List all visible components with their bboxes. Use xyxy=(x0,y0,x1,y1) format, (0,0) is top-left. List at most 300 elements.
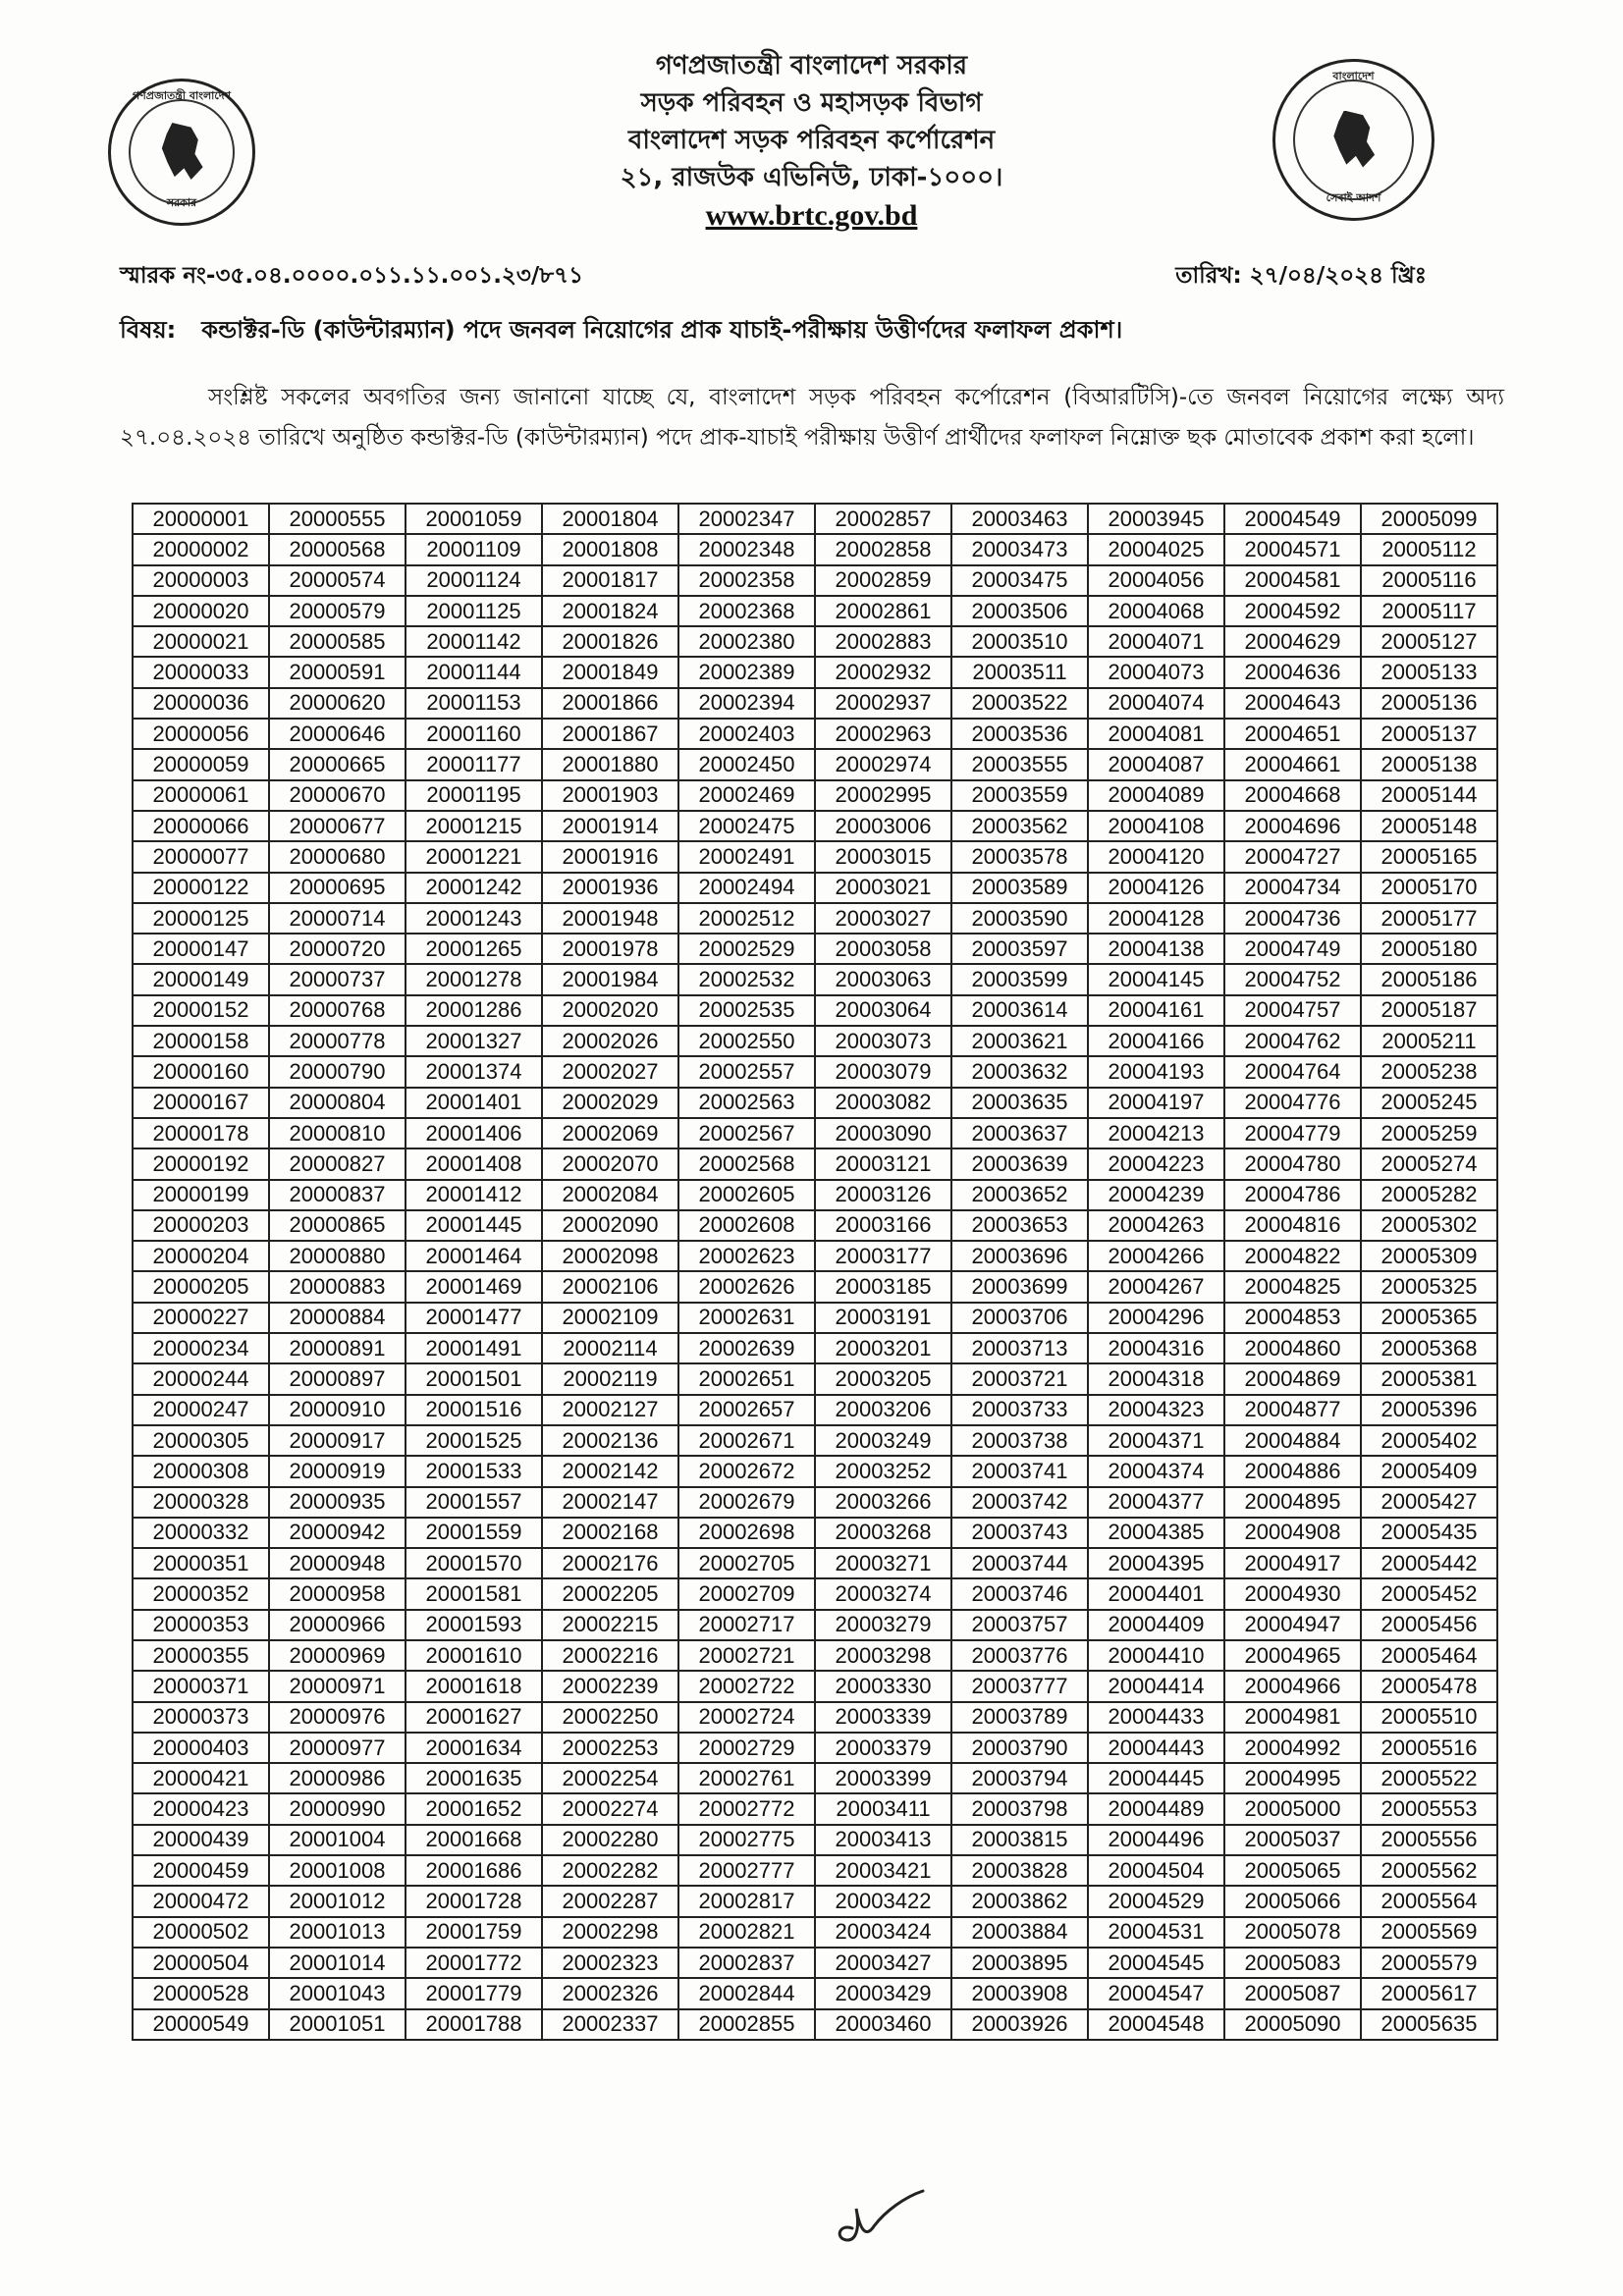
roll-number-cell: 20004736 xyxy=(1224,903,1361,934)
roll-number-cell: 20004869 xyxy=(1224,1363,1361,1394)
roll-number-cell: 20004592 xyxy=(1224,596,1361,626)
header-division: সড়ক পরিবহন ও মহাসড়ক বিভাগ xyxy=(640,88,983,118)
roll-number-cell: 20000680 xyxy=(269,841,406,872)
roll-number-cell: 20004073 xyxy=(1088,657,1224,687)
roll-number-cell: 20001804 xyxy=(542,504,678,534)
roll-number-cell: 20005238 xyxy=(1361,1056,1497,1087)
roll-number-cell: 20000804 xyxy=(269,1088,406,1118)
table-row xyxy=(133,1763,1497,1793)
roll-number-cell: 20003757 xyxy=(951,1610,1088,1640)
roll-number-cell: 20003798 xyxy=(951,1793,1088,1824)
table-row xyxy=(133,1026,1497,1056)
roll-number-cell: 20000149 xyxy=(133,964,269,994)
roll-number-cell: 20004529 xyxy=(1088,1886,1224,1916)
roll-number-cell: 20004822 xyxy=(1224,1241,1361,1271)
roll-number-cell: 20000910 xyxy=(269,1395,406,1425)
roll-number-cell: 20000158 xyxy=(133,1026,269,1056)
roll-number-cell: 20000827 xyxy=(269,1148,406,1179)
roll-number-cell: 20004239 xyxy=(1088,1180,1224,1210)
roll-number-cell: 20003536 xyxy=(951,719,1088,749)
roll-number-cell: 20000059 xyxy=(133,749,269,779)
table-row xyxy=(133,1271,1497,1302)
roll-number-cell: 20001610 xyxy=(406,1640,542,1671)
roll-number-cell: 20003298 xyxy=(815,1640,951,1671)
roll-number-cell: 20003082 xyxy=(815,1088,951,1118)
roll-number-cell: 20000579 xyxy=(269,596,406,626)
roll-number-cell: 20004930 xyxy=(1224,1578,1361,1609)
roll-number-cell: 20001581 xyxy=(406,1578,542,1609)
roll-number-cell: 20005381 xyxy=(1361,1363,1497,1394)
roll-number-cell: 20000837 xyxy=(269,1180,406,1210)
roll-number-cell: 20003121 xyxy=(815,1148,951,1179)
roll-number-cell: 20004323 xyxy=(1088,1395,1224,1425)
roll-number-cell: 20002348 xyxy=(678,534,815,564)
roll-number-cell: 20000948 xyxy=(269,1548,406,1578)
roll-number-cell: 20000880 xyxy=(269,1241,406,1271)
roll-number-cell: 20003522 xyxy=(951,688,1088,719)
roll-number-cell: 20004966 xyxy=(1224,1671,1361,1701)
roll-number-cell: 20002861 xyxy=(815,596,951,626)
roll-number-cell: 20005325 xyxy=(1361,1271,1497,1302)
roll-number-cell: 20001903 xyxy=(542,780,678,811)
roll-number-cell: 20005177 xyxy=(1361,903,1497,934)
table-row xyxy=(133,1948,1497,1978)
roll-number-cell: 20003741 xyxy=(951,1456,1088,1486)
roll-number-cell: 20004545 xyxy=(1088,1948,1224,1978)
roll-number-cell: 20001618 xyxy=(406,1671,542,1701)
roll-number-cell: 20005136 xyxy=(1361,688,1497,719)
roll-number-cell: 20000646 xyxy=(269,719,406,749)
roll-number-cell: 20000670 xyxy=(269,780,406,811)
roll-number-cell: 20004853 xyxy=(1224,1303,1361,1333)
table-row xyxy=(133,1241,1497,1271)
roll-number-cell: 20000969 xyxy=(269,1640,406,1671)
roll-number-cell: 20002679 xyxy=(678,1487,815,1518)
table-row xyxy=(133,1671,1497,1701)
roll-number-cell: 20000352 xyxy=(133,1578,269,1609)
roll-number-cell: 20001124 xyxy=(406,565,542,596)
table-row xyxy=(133,1793,1497,1824)
roll-number-cell: 20001477 xyxy=(406,1303,542,1333)
roll-number-cell: 20000353 xyxy=(133,1610,269,1640)
roll-number-cell: 20003185 xyxy=(815,1271,951,1302)
roll-number-cell: 20000033 xyxy=(133,657,269,687)
roll-number-cell: 20001265 xyxy=(406,934,542,964)
roll-number-cell: 20000971 xyxy=(269,1671,406,1701)
roll-number-cell: 20003635 xyxy=(951,1088,1088,1118)
roll-number-cell: 20001936 xyxy=(542,873,678,903)
roll-number-cell: 20003268 xyxy=(815,1518,951,1548)
roll-number-cell: 20004504 xyxy=(1088,1855,1224,1886)
roll-number-cell: 20001177 xyxy=(406,749,542,779)
roll-number-cell: 20002403 xyxy=(678,719,815,749)
roll-number-cell: 20005562 xyxy=(1361,1855,1497,1886)
roll-number-cell: 20001012 xyxy=(269,1886,406,1916)
roll-number-cell: 20004445 xyxy=(1088,1763,1224,1793)
roll-number-cell: 20002368 xyxy=(678,596,815,626)
roll-number-cell: 20002698 xyxy=(678,1518,815,1548)
roll-number-cell: 20005464 xyxy=(1361,1640,1497,1671)
roll-number-cell: 20003652 xyxy=(951,1180,1088,1210)
roll-number-cell: 20005510 xyxy=(1361,1702,1497,1733)
roll-number-cell: 20001195 xyxy=(406,780,542,811)
roll-number-cell: 20000204 xyxy=(133,1241,269,1271)
roll-number-cell: 20003555 xyxy=(951,749,1088,779)
roll-number-cell: 20004531 xyxy=(1088,1917,1224,1948)
roll-number-cell: 20000355 xyxy=(133,1640,269,1671)
roll-number-cell: 20004548 xyxy=(1088,2009,1224,2040)
roll-number-cell: 20005187 xyxy=(1361,995,1497,1026)
roll-number-cell: 20004886 xyxy=(1224,1456,1361,1486)
roll-number-cell: 20005365 xyxy=(1361,1303,1497,1333)
roll-number-cell: 20004727 xyxy=(1224,841,1361,872)
roll-number-cell: 20003411 xyxy=(815,1793,951,1824)
roll-number-cell: 20000865 xyxy=(269,1210,406,1241)
roll-number-cell: 20000917 xyxy=(269,1425,406,1456)
roll-number-cell: 20003510 xyxy=(951,626,1088,657)
roll-number-cell: 20000192 xyxy=(133,1148,269,1179)
roll-number-cell: 20000328 xyxy=(133,1487,269,1518)
roll-number-cell: 20003945 xyxy=(1088,504,1224,534)
roll-number-cell: 20003653 xyxy=(951,1210,1088,1241)
roll-number-cell: 20001014 xyxy=(269,1948,406,1978)
roll-number-cell: 20002298 xyxy=(542,1917,678,1948)
roll-number-cell: 20001445 xyxy=(406,1210,542,1241)
roll-number-cell: 20001533 xyxy=(406,1456,542,1486)
roll-number-cell: 20001464 xyxy=(406,1241,542,1271)
roll-number-cell: 20002605 xyxy=(678,1180,815,1210)
roll-number-cell: 20003006 xyxy=(815,811,951,841)
roll-number-cell: 20003201 xyxy=(815,1333,951,1363)
roll-number-cell: 20004780 xyxy=(1224,1148,1361,1179)
roll-number-cell: 20004266 xyxy=(1088,1241,1224,1271)
roll-number-cell: 20004138 xyxy=(1088,934,1224,964)
roll-number-cell: 20002394 xyxy=(678,688,815,719)
header-website-link[interactable]: www.brtc.gov.bd xyxy=(705,199,918,232)
roll-number-cell: 20002772 xyxy=(678,1793,815,1824)
roll-number-cell: 20004223 xyxy=(1088,1148,1224,1179)
roll-number-cell: 20004068 xyxy=(1088,596,1224,626)
roll-number-cell: 20000122 xyxy=(133,873,269,903)
roll-number-cell: 20004877 xyxy=(1224,1395,1361,1425)
roll-number-cell: 20002729 xyxy=(678,1733,815,1763)
roll-number-cell: 20001808 xyxy=(542,534,678,564)
roll-number-cell: 20002239 xyxy=(542,1671,678,1701)
roll-number-cell: 20000403 xyxy=(133,1733,269,1763)
roll-number-cell: 20000549 xyxy=(133,2009,269,2040)
roll-number-cell: 20004981 xyxy=(1224,1702,1361,1733)
seal-top-text: গণপ্রজাতন্ত্রী বাংলাদেশ xyxy=(132,89,232,102)
roll-number-cell: 20003746 xyxy=(951,1578,1088,1609)
roll-number-cell: 20004779 xyxy=(1224,1118,1361,1148)
roll-number-cell: 20002098 xyxy=(542,1241,678,1271)
roll-number-cell: 20001914 xyxy=(542,811,678,841)
roll-number-cell: 20005522 xyxy=(1361,1763,1497,1793)
roll-number-cell: 20000066 xyxy=(133,811,269,841)
roll-number-cell: 20000203 xyxy=(133,1210,269,1241)
roll-number-cell: 20000720 xyxy=(269,934,406,964)
letterhead xyxy=(0,47,1623,236)
roll-number-cell: 20002626 xyxy=(678,1271,815,1302)
roll-number-cell: 20002282 xyxy=(542,1855,678,1886)
roll-number-cell: 20002937 xyxy=(815,688,951,719)
roll-number-cell: 20003064 xyxy=(815,995,951,1026)
roll-number-cell: 20005245 xyxy=(1361,1088,1497,1118)
roll-number-cell: 20005516 xyxy=(1361,1733,1497,1763)
roll-number-cell: 20004884 xyxy=(1224,1425,1361,1456)
roll-number-cell: 20004636 xyxy=(1224,657,1361,687)
roll-number-cell: 20001635 xyxy=(406,1763,542,1793)
signature-mark xyxy=(815,2169,933,2248)
roll-number-cell: 20001401 xyxy=(406,1088,542,1118)
roll-number-cell: 20002639 xyxy=(678,1333,815,1363)
roll-number-cell: 20004374 xyxy=(1088,1456,1224,1486)
seal-bottom-text: সরকার xyxy=(166,196,197,209)
roll-number-cell: 20001593 xyxy=(406,1610,542,1640)
roll-number-cell: 20000986 xyxy=(269,1763,406,1793)
roll-number-cell: 20001559 xyxy=(406,1518,542,1548)
roll-number-cell: 20002119 xyxy=(542,1363,678,1394)
roll-number-cell: 20003895 xyxy=(951,1948,1088,1978)
roll-number-cell: 20000439 xyxy=(133,1825,269,1855)
table-row xyxy=(133,1180,1497,1210)
roll-number-cell: 20004318 xyxy=(1088,1363,1224,1394)
roll-number-cell: 20003463 xyxy=(951,504,1088,534)
roll-number-cell: 20005148 xyxy=(1361,811,1497,841)
roll-number-cell: 20003279 xyxy=(815,1610,951,1640)
roll-number-cell: 20003926 xyxy=(951,2009,1088,2040)
roll-number-cell: 20004074 xyxy=(1088,688,1224,719)
roll-number-cell: 20003379 xyxy=(815,1733,951,1763)
roll-number-cell: 20000778 xyxy=(269,1026,406,1056)
roll-number-cell: 20000677 xyxy=(269,811,406,841)
roll-number-cell: 20005133 xyxy=(1361,657,1497,687)
table-row xyxy=(133,1363,1497,1394)
roll-number-cell: 20000790 xyxy=(269,1056,406,1087)
seal-top-text: বাংলাদেশ xyxy=(1332,70,1375,82)
roll-number-cell: 20000574 xyxy=(269,565,406,596)
table-row xyxy=(133,1210,1497,1241)
roll-number-cell: 20001880 xyxy=(542,749,678,779)
roll-number-cell: 20000884 xyxy=(269,1303,406,1333)
roll-number-cell: 20005368 xyxy=(1361,1333,1497,1363)
roll-number-cell: 20003330 xyxy=(815,1671,951,1701)
roll-number-cell: 20001125 xyxy=(406,596,542,626)
roll-number-cell: 20001412 xyxy=(406,1180,542,1210)
roll-number-cell: 20003776 xyxy=(951,1640,1088,1671)
roll-number-cell: 20003422 xyxy=(815,1886,951,1916)
roll-number-cell: 20004547 xyxy=(1088,1978,1224,2008)
roll-number-cell: 20005282 xyxy=(1361,1180,1497,1210)
table-row xyxy=(133,1456,1497,1486)
roll-number-cell: 20002563 xyxy=(678,1088,815,1118)
table-row xyxy=(133,657,1497,687)
subject-label: বিষয়: xyxy=(120,316,177,344)
roll-number-cell: 20003079 xyxy=(815,1056,951,1087)
roll-number-cell: 20003562 xyxy=(951,811,1088,841)
roll-number-cell: 20001516 xyxy=(406,1395,542,1425)
roll-number-cell: 20002775 xyxy=(678,1825,815,1855)
roll-number-cell: 20002724 xyxy=(678,1702,815,1733)
roll-number-cell: 20001374 xyxy=(406,1056,542,1087)
table-row xyxy=(133,1640,1497,1671)
roll-number-cell: 20001652 xyxy=(406,1793,542,1824)
roll-number-cell: 20000695 xyxy=(269,873,406,903)
roll-number-cell: 20003413 xyxy=(815,1825,951,1855)
roll-number-cell: 20001243 xyxy=(406,903,542,934)
roll-number-cell: 20004696 xyxy=(1224,811,1361,841)
table-row xyxy=(133,1333,1497,1363)
roll-number-cell: 20000665 xyxy=(269,749,406,779)
table-row xyxy=(133,1088,1497,1118)
roll-number-cell: 20002287 xyxy=(542,1886,678,1916)
roll-number-cell: 20004908 xyxy=(1224,1518,1361,1548)
table-row xyxy=(133,1825,1497,1855)
roll-number-cell: 20004410 xyxy=(1088,1640,1224,1671)
roll-number-cell: 20002550 xyxy=(678,1026,815,1056)
roll-number-cell: 20002567 xyxy=(678,1118,815,1148)
roll-number-cell: 20002512 xyxy=(678,903,815,934)
roll-number-cell: 20005066 xyxy=(1224,1886,1361,1916)
roll-number-cell: 20000167 xyxy=(133,1088,269,1118)
roll-number-cell: 20001849 xyxy=(542,657,678,687)
roll-number-cell: 20001817 xyxy=(542,565,678,596)
roll-number-cell: 20001004 xyxy=(269,1825,406,1855)
roll-number-cell: 20002136 xyxy=(542,1425,678,1456)
roll-number-cell: 20001867 xyxy=(542,719,678,749)
roll-number-cell: 20002450 xyxy=(678,749,815,779)
roll-number-cell: 20005211 xyxy=(1361,1026,1497,1056)
roll-number-cell: 20002323 xyxy=(542,1948,678,1978)
roll-number-cell: 20002709 xyxy=(678,1578,815,1609)
roll-number-cell: 20004108 xyxy=(1088,811,1224,841)
table-row xyxy=(133,565,1497,596)
roll-number-cell: 20000332 xyxy=(133,1518,269,1548)
roll-number-cell: 20003738 xyxy=(951,1425,1088,1456)
roll-number-cell: 20001242 xyxy=(406,873,542,903)
roll-number-cell: 20004128 xyxy=(1088,903,1224,934)
table-row xyxy=(133,1425,1497,1456)
roll-number-cell: 20002883 xyxy=(815,626,951,657)
roll-number-cell: 20003339 xyxy=(815,1702,951,1733)
roll-number-cell: 20005180 xyxy=(1361,934,1497,964)
roll-number-cell: 20000568 xyxy=(269,534,406,564)
roll-number-cell: 20002090 xyxy=(542,1210,678,1241)
roll-number-cell: 20004414 xyxy=(1088,1671,1224,1701)
roll-number-cell: 20002651 xyxy=(678,1363,815,1394)
roll-number-cell: 20005000 xyxy=(1224,1793,1361,1824)
roll-number-cell: 20000351 xyxy=(133,1548,269,1578)
header-organization: বাংলাদেশ সড়ক পরিবহন কর্পোরেশন xyxy=(627,126,996,155)
roll-number-cell: 20000891 xyxy=(269,1333,406,1363)
roll-number-cell: 20000020 xyxy=(133,596,269,626)
roll-number-cell: 20000585 xyxy=(269,626,406,657)
roll-number-cell: 20002844 xyxy=(678,1978,815,2008)
roll-number-cell: 20000591 xyxy=(269,657,406,687)
roll-number-cell: 20004571 xyxy=(1224,534,1361,564)
roll-number-cell: 20001634 xyxy=(406,1733,542,1763)
roll-number-cell: 20003794 xyxy=(951,1763,1088,1793)
roll-number-cell: 20002142 xyxy=(542,1456,678,1486)
roll-number-cell: 20000555 xyxy=(269,504,406,534)
roll-number-cell: 20001627 xyxy=(406,1702,542,1733)
roll-number-cell: 20001051 xyxy=(269,2009,406,2040)
roll-number-cell: 20002069 xyxy=(542,1118,678,1148)
roll-number-cell: 20003271 xyxy=(815,1548,951,1578)
roll-number-cell: 20005302 xyxy=(1361,1210,1497,1241)
roll-number-cell: 20003743 xyxy=(951,1518,1088,1548)
roll-number-cell: 20001866 xyxy=(542,688,678,719)
roll-number-cell: 20005259 xyxy=(1361,1118,1497,1148)
roll-number-cell: 20004056 xyxy=(1088,565,1224,596)
roll-number-cell: 20004071 xyxy=(1088,626,1224,657)
results-table-body xyxy=(133,504,1497,2040)
roll-number-cell: 20001759 xyxy=(406,1917,542,1948)
roll-number-cell: 20005617 xyxy=(1361,1978,1497,2008)
roll-number-cell: 20003559 xyxy=(951,780,1088,811)
roll-number-cell: 20004965 xyxy=(1224,1640,1361,1671)
table-row xyxy=(133,2009,1497,2040)
roll-number-cell: 20004377 xyxy=(1088,1487,1224,1518)
table-row xyxy=(133,964,1497,994)
roll-number-cell: 20005452 xyxy=(1361,1578,1497,1609)
roll-number-cell: 20004213 xyxy=(1088,1118,1224,1148)
roll-number-cell: 20000935 xyxy=(269,1487,406,1518)
roll-number-cell: 20000504 xyxy=(133,1948,269,1978)
roll-number-cell: 20004668 xyxy=(1224,780,1361,811)
roll-number-cell: 20005117 xyxy=(1361,596,1497,626)
roll-number-cell: 20002855 xyxy=(678,2009,815,2040)
roll-number-cell: 20001557 xyxy=(406,1487,542,1518)
roll-number-cell: 20005037 xyxy=(1224,1825,1361,1855)
table-row xyxy=(133,688,1497,719)
table-row xyxy=(133,934,1497,964)
subject-text: কন্ডাক্টর-ডি (কাউন্টারম্যান) পদে জনবল নিয়োগের প্রাক যাচাই-পরীক্ষায় উত্তীর্ণদের ফলাফল প্রকাশ। xyxy=(201,316,1123,344)
roll-number-cell: 20004166 xyxy=(1088,1026,1224,1056)
roll-number-cell: 20002631 xyxy=(678,1303,815,1333)
roll-number-cell: 20002761 xyxy=(678,1763,815,1793)
roll-number-cell: 20002380 xyxy=(678,626,815,657)
roll-number-cell: 20001221 xyxy=(406,841,542,872)
roll-number-cell: 20003475 xyxy=(951,565,1088,596)
roll-number-cell: 20001008 xyxy=(269,1855,406,1886)
roll-number-cell: 20002475 xyxy=(678,811,815,841)
roll-number-cell: 20005090 xyxy=(1224,2009,1361,2040)
roll-number-cell: 20003460 xyxy=(815,2009,951,2040)
roll-number-cell: 20003027 xyxy=(815,903,951,934)
roll-number-cell: 20002389 xyxy=(678,657,815,687)
roll-number-cell: 20004734 xyxy=(1224,873,1361,903)
roll-number-cell: 20003249 xyxy=(815,1425,951,1456)
table-row xyxy=(133,1487,1497,1518)
roll-number-cell: 20004992 xyxy=(1224,1733,1361,1763)
roll-number-cell: 20003589 xyxy=(951,873,1088,903)
table-row xyxy=(133,780,1497,811)
roll-number-cell: 20001978 xyxy=(542,934,678,964)
roll-number-cell: 20002029 xyxy=(542,1088,678,1118)
roll-number-cell: 20001984 xyxy=(542,964,678,994)
roll-number-cell: 20000003 xyxy=(133,565,269,596)
roll-number-cell: 20003506 xyxy=(951,596,1088,626)
roll-number-cell: 20003191 xyxy=(815,1303,951,1333)
roll-number-cell: 20000810 xyxy=(269,1118,406,1148)
roll-number-cell: 20000152 xyxy=(133,995,269,1026)
roll-number-cell: 20003862 xyxy=(951,1886,1088,1916)
table-row xyxy=(133,1548,1497,1578)
roll-number-cell: 20004395 xyxy=(1088,1548,1224,1578)
roll-number-cell: 20002859 xyxy=(815,565,951,596)
roll-number-cell: 20004385 xyxy=(1088,1518,1224,1548)
